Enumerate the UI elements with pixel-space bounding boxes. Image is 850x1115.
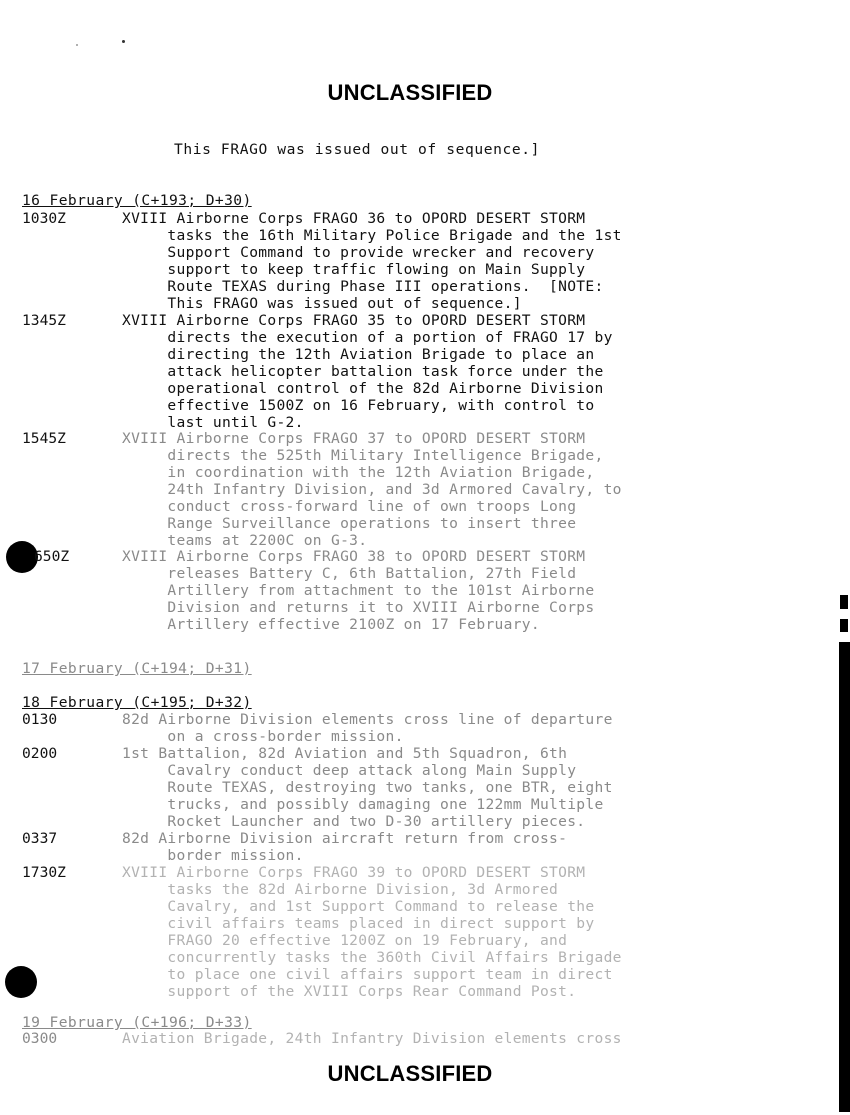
day-heading-17-february: 17 February (C+194; D+31) [22, 660, 252, 677]
entry-time: 0337 [22, 830, 58, 847]
binder-hole-mark [5, 966, 37, 998]
entry-text: Aviation Brigade, 24th Infantry Division elements cross [122, 1030, 622, 1047]
scan-speck [122, 40, 125, 43]
entry-time: 1345Z [22, 312, 66, 329]
scan-edge-bar [839, 642, 850, 1112]
entry-text: XVIII Airborne Corps FRAGO 37 to OPORD DESERT STORM directs the 525th Military Intelligence Brigade, in coordination with the 12th Aviation Brigade, 24th Infantry Division, and 3d Armored Cavalry, to conduct cross-forward line of own troops Long Range Surveillance operations to insert three teams at 2200C on G-3. [122, 430, 622, 549]
entry-text: 82d Airborne Division aircraft return from cross- border mission. [122, 830, 568, 864]
day-heading-16-february: 16 February (C+193; D+30) [22, 192, 252, 209]
entry-text: XVIII Airborne Corps FRAGO 38 to OPORD DESERT STORM releases Battery C, 6th Battalion, 27th Field Artillery from attachment to the 101st Airborne Division and returns it to XVIII Airborne Corps Artillery effective 2100Z on 17 February. [122, 548, 595, 633]
entry-text: 82d Airborne Division elements cross line of departure on a cross-border mission. [122, 711, 613, 745]
entry-time: 1730Z [22, 864, 66, 881]
entry-text: 1st Battalion, 82d Aviation and 5th Squadron, 6th Cavalry conduct deep attack along Main Supply Route TEXAS, destroying two tanks, one BTR, eight trucks, and possibly damaging one 122mm Multiple Rocket Launcher and two D-30 artillery pieces. [122, 745, 613, 830]
entry-text: XVIII Airborne Corps FRAGO 36 to OPORD DESERT STORM tasks the 16th Military Police Brigade and the 1st Support Command to provide wrecker and recovery support to keep traffic flowing on Main Supply Route TEXAS during Phase III operations. [NOTE: This FRAGO was issued out of sequence.] [122, 210, 622, 312]
entry-time: 650Z [34, 548, 70, 565]
entry-time: 0300 [22, 1030, 58, 1047]
entry-time: 0200 [22, 745, 58, 762]
classification-footer: UNCLASSIFIED [327, 1061, 493, 1086]
entry-text: XVIII Airborne Corps FRAGO 35 to OPORD DESERT STORM directs the execution of a portion of FRAGO 17 by directing the 12th Aviation Brigade to place an attack helicopter battalion task force under the operational control of the 82d Airborne Division effective 1500Z on 16 February, with control to last until G-2. [122, 312, 613, 431]
entry-time: 1545Z [22, 430, 66, 447]
edge-mark [840, 595, 848, 609]
classification-header: UNCLASSIFIED [327, 80, 493, 105]
day-heading-18-february: 18 February (C+195; D+32) [22, 694, 252, 711]
day-heading-19-february: 19 February (C+196; D+33) [22, 1014, 252, 1031]
entry-time: 1030Z [22, 210, 66, 227]
entry-text: XVIII Airborne Corps FRAGO 39 to OPORD DESERT STORM tasks the 82d Airborne Division, 3d Armored Cavalry, and 1st Support Command to release the civil affairs teams placed in direct support by FRAGO 20 effective 1200Z on 19 February, and concurrently tasks the 360th Civil Affairs Brigade to place one civil affairs support team in direct support of the XVIII Corps Rear Command Post. [122, 864, 622, 1000]
edge-mark [840, 619, 848, 632]
entry-time: 0130 [22, 711, 58, 728]
sequence-note: This FRAGO was issued out of sequence.] [174, 141, 541, 158]
scan-speck [76, 44, 78, 46]
